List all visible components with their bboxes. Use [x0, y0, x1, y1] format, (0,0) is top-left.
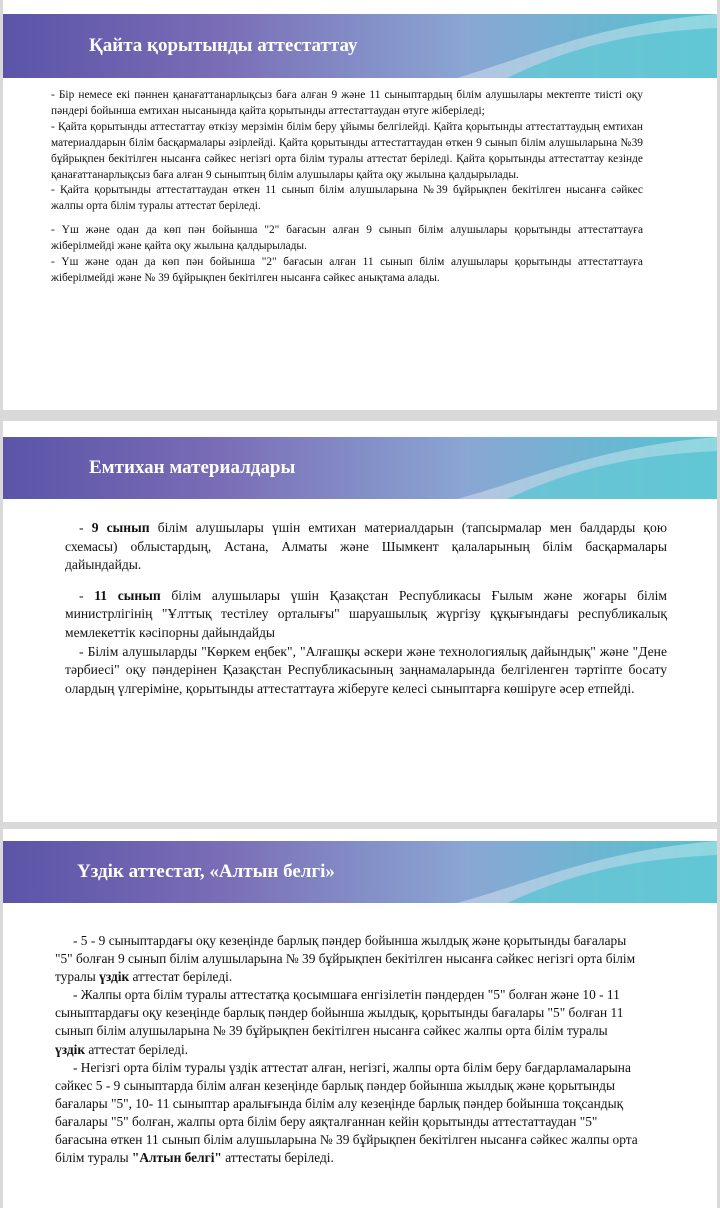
slide-reexamination — [3, 0, 717, 410]
slide-title: Емтихан материалдары — [89, 457, 296, 478]
slide-body — [65, 519, 667, 698]
wave-decoration — [417, 437, 717, 499]
slide-exam-materials — [3, 421, 717, 822]
paragraph: - Білім алушыларды "Көркем еңбек", "Алғашқы әскери және технологиялық дайындық" және "Дене тәрбиесі" оқу пәндерінен Қазақстан Республикасының заңнамаларында белгіленген тәртіпте босату олардың үлгеріміне, қорытынды аттестаттауға жіберуге келесі сыныптарға көшіруге әсер етпейді. — [65, 643, 667, 696]
title-banner — [3, 437, 717, 499]
slide-body — [55, 932, 639, 1167]
paragraph: - 5 - 9 сыныптардағы оқу кезеңінде барлық пәндер бойынша жылдық және қорытынды бағалары "5" болған 9 сынып білім алушыларына № 39 бұйрықпен бекітілген нысанға сәйкес негізгі орта білім туралы үздік аттестат беріледі. — [55, 933, 636, 985]
paragraph: - Бір немесе екі пәннен қанағаттанарлықсыз баға алған 9 және 11 сыныптардың білім алушылары мектепте тиісті оқу пәндері бойынша емтихан нысанында қайта қорытынды аттестаттаудан өтуге жіберіледі; — [51, 89, 643, 117]
emphasis: 9 сынып — [91, 520, 150, 535]
emphasis: 11 сынып — [94, 587, 161, 603]
slide-honors-certificate — [3, 829, 717, 1208]
paragraph: - Үш және одан да көп пән бойынша "2" бағасын алған 11 сынып білім алушылары қорытынды аттестаттауға жіберілмейді және № 39 бұйрықпен бекітілген нысанға сәйкес анықтама алады. — [51, 256, 643, 284]
slide-body — [51, 88, 643, 287]
paragraph: - Жалпы орта білім туралы аттестатқа қосымшаға енгізілетін пәндерден "5" болған және 10 - 11 сыныптардағы оқу кезеңінде барлық пәндер бойынша жылдық, қорытынды бағалары "5" болған 11 сынып білім алушыларына № 39 бұйрықпен бекітілген нысанға сәйкес жалпы орта білім туралы үздік аттестат беріледі. — [55, 987, 624, 1057]
wave-decoration — [417, 841, 717, 903]
emphasis: үздік — [99, 969, 130, 985]
wave-decoration — [417, 14, 717, 78]
paragraph: - 11 сынып білім алушылары үшін Қазақстан Республикасы Ғылым және жоғары білім министрлігінің "Ұлттық тестілеу орталығы" шаруашылық жүргізу құқығындағы республикалық мемлекеттік кәсіпорны дайындайды — [65, 587, 667, 640]
paragraph: - 9 сынып білім алушылары үшін емтихан материалдарын (тапсырмалар мен балдарды қою схемасы) облыстардың, Астана, Алматы және Шымкент қалаларының білім басқармалары дайындайды. — [65, 520, 667, 573]
title-banner — [3, 14, 717, 78]
emphasis: үздік — [55, 1041, 86, 1057]
paragraph: - Қайта қорытынды аттестаттаудан өткен 11 сынып білім алушыларына №39 бұйрықпен бекітілген нысанға сәйкес жалпы орта білім туралы аттестат беріледі. — [51, 184, 643, 213]
paragraph: - Негізгі орта білім туралы үздік аттестат алған, негізгі, жалпы орта білім беру бағдарламаларына сәйкес 5 - 9 сыныптарда білім алған кезеңінде барлық пәндер бойынша жылдық және қорытынды бағалары "5", 10- 11 сыныптар аралығында білім алу кезеңінде барлық пәндер бойынша тоқсандық бағалары "5" болған, жалпы орта білім беру аяқталғаннан кейін қорытынды аттестаттаудан "5" бағасына өткен 11 сынып білім алушыларына № 39 бұйрықпен бекітілген нысанға сәйкес жалпы орта білім туралы "Алтын белгі" аттестаты беріледі. — [55, 1059, 638, 1166]
slide-title: Қайта қорытынды аттестаттау — [89, 35, 358, 56]
slide-title: Үздік аттестат, «Алтын белгі» — [77, 861, 335, 882]
paragraph: - Қайта қорытынды аттестаттау өткізу мерзімін білім беру ұйымы белгілейді. Қайта қорытынды аттестаттаудың емтихан материалдарын білім басқармалары әзірлейді. Қайта қорытынды аттестаттаудан өткен 9 сынып білім алушыларына №39 бұйрықпен бекітілген нысанға сәйкес негізгі орта білім туралы аттестат беріледі. Қайта қорытынды аттестаттау кезінде қанағаттанарлықсыз баға алған 9 сыныптың білім алушылары қайта оқу жылына қалдырылады. — [51, 120, 643, 181]
paragraph: - Үш және одан да көп пән бойынша "2" бағасын алған 9 сынып білім алушылары қорытынды аттестаттауға жіберілмейді және қайта оқу жылына қалдырылады. — [51, 224, 643, 253]
title-banner — [3, 841, 717, 903]
emphasis: "Алтын белгі" — [131, 1150, 222, 1166]
